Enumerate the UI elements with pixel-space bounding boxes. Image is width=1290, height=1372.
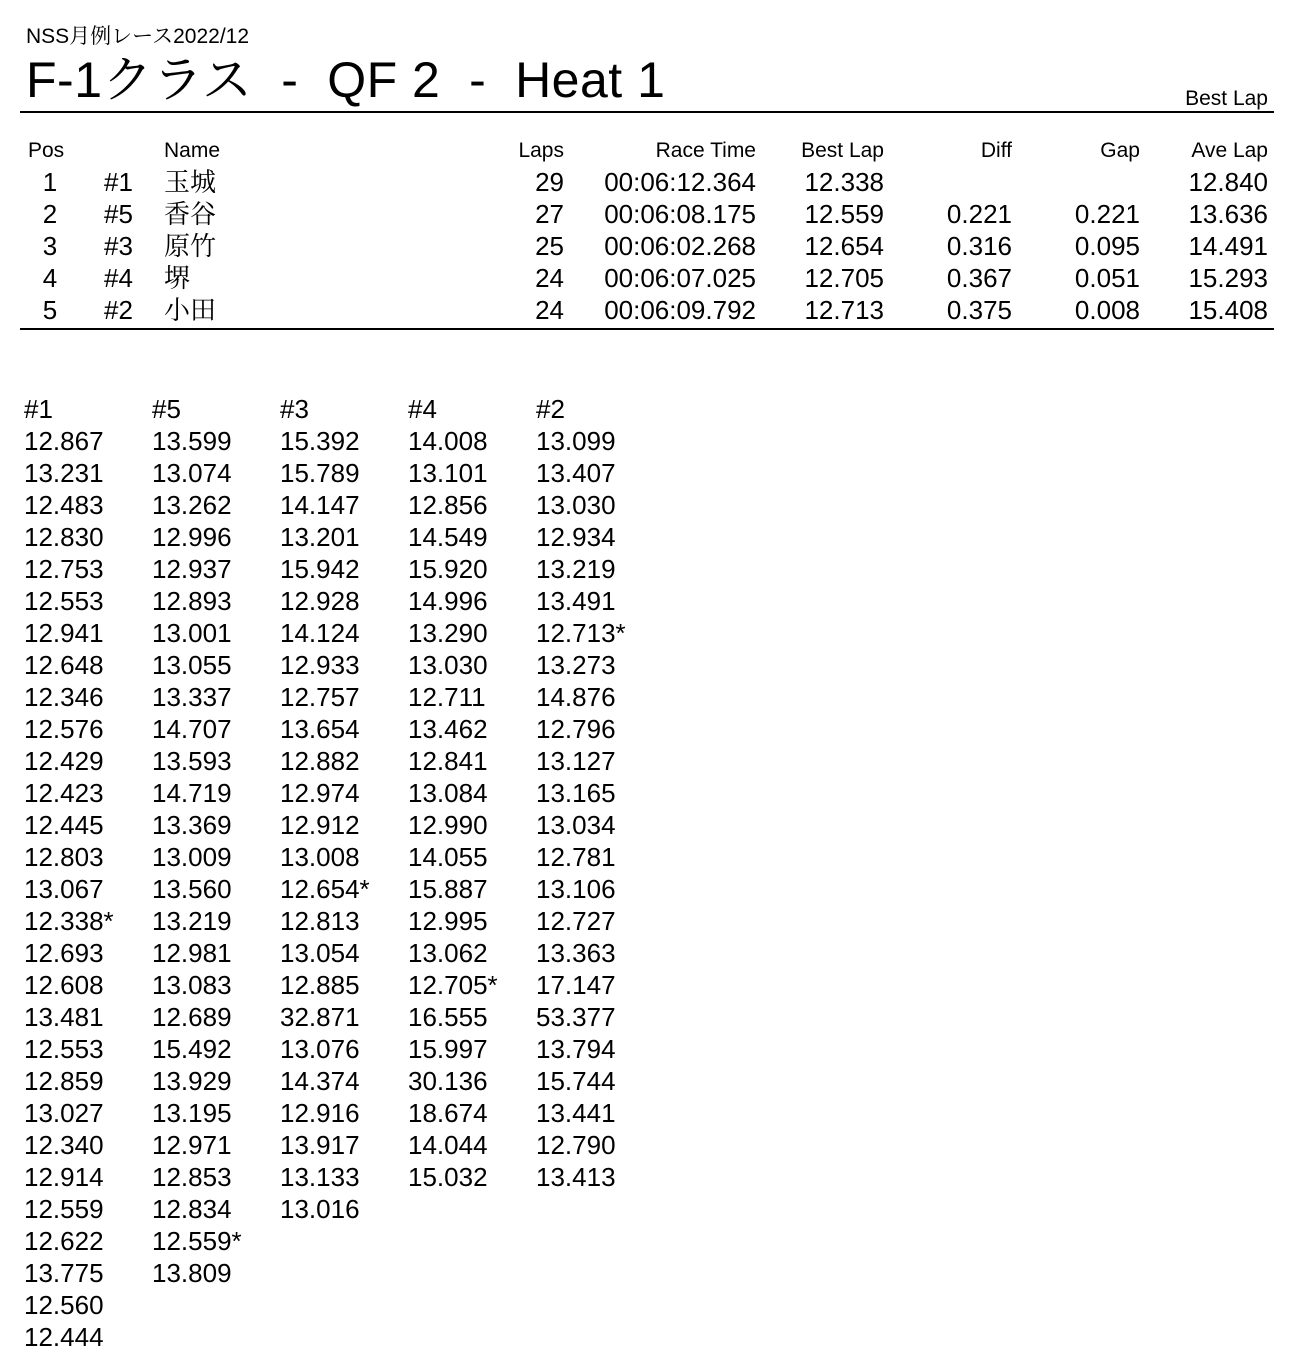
lap-time: 13.369: [152, 810, 232, 840]
lap-time: 13.219: [536, 554, 616, 584]
lap-time: 32.871: [280, 1002, 360, 1032]
table-row: [20, 198, 1274, 230]
lap-time: 12.648: [24, 650, 104, 680]
lap-time: 13.133: [280, 1162, 360, 1192]
lap-time: 18.674: [408, 1098, 488, 1128]
col-header-best-lap: Best Lap: [801, 139, 884, 162]
lap-time: 15.744: [536, 1066, 616, 1096]
result-driver-name: 玉城: [164, 167, 217, 197]
lap-time: 13.201: [280, 522, 360, 552]
lap-column-header: #5: [152, 394, 181, 424]
col-header-pos: Pos: [28, 139, 65, 162]
lap-time: 13.599: [152, 426, 232, 456]
lap-time: 14.719: [152, 778, 232, 808]
lap-time: 12.622: [24, 1226, 104, 1256]
lap-time: 12.559: [24, 1194, 104, 1224]
table-row: [20, 262, 1274, 294]
lap-time: 13.055: [152, 650, 232, 680]
lap-time: 13.106: [536, 874, 616, 904]
lap-time: 30.136: [408, 1066, 488, 1096]
result-car-number: #1: [104, 167, 133, 197]
result-car-number: #2: [104, 295, 133, 325]
lap-time: 13.917: [280, 1130, 360, 1160]
result-ave-lap: 15.408: [1188, 295, 1268, 325]
result-car-number: #3: [104, 231, 133, 261]
lap-time: 12.608: [24, 970, 104, 1000]
lap-time: 12.445: [24, 810, 104, 840]
lap-time: 12.689: [152, 1002, 232, 1032]
lap-column-header: #2: [536, 394, 565, 424]
lap-time: 53.377: [536, 1002, 616, 1032]
result-laps: 29: [535, 167, 564, 197]
result-laps: 24: [535, 263, 564, 293]
lap-time: 13.027: [24, 1098, 104, 1128]
lap-time: 12.713*: [536, 618, 626, 648]
lap-time: 13.084: [408, 778, 488, 808]
lap-time: 13.593: [152, 746, 232, 776]
results-table: [20, 136, 1274, 326]
lap-time: 13.099: [536, 426, 616, 456]
lap-time: 12.790: [536, 1130, 616, 1160]
lap-time: 12.928: [280, 586, 360, 616]
lap-time: 13.062: [408, 938, 488, 968]
lap-time: 12.576: [24, 714, 104, 744]
lap-time: 12.885: [280, 970, 360, 1000]
lap-time: 13.809: [152, 1258, 232, 1288]
col-header-diff: Diff: [980, 139, 1012, 162]
lap-time: 14.055: [408, 842, 488, 872]
result-laps: 25: [535, 231, 564, 261]
lap-time: 12.934: [536, 522, 616, 552]
lap-time: 14.374: [280, 1066, 360, 1096]
lap-time: 14.044: [408, 1130, 488, 1160]
lap-column-header: #4: [408, 394, 437, 424]
lap-column-header: #1: [24, 394, 53, 424]
lap-column: [152, 393, 280, 1353]
lap-time: 13.001: [152, 618, 232, 648]
col-header-race-time: Race Time: [655, 139, 756, 162]
lap-time: 12.859: [24, 1066, 104, 1096]
lap-time: 12.429: [24, 746, 104, 776]
results-body: [20, 166, 1274, 326]
lap-time: 13.067: [24, 874, 104, 904]
lap-time: 14.707: [152, 714, 232, 744]
lap-time: 13.034: [536, 810, 616, 840]
lap-time: 12.996: [152, 522, 232, 552]
lap-time: 12.916: [280, 1098, 360, 1128]
lap-time: 12.559*: [152, 1226, 242, 1256]
lap-time: 14.876: [536, 682, 616, 712]
result-pos: 4: [42, 263, 58, 293]
result-pos: 5: [42, 295, 58, 325]
result-pos: 1: [42, 167, 58, 197]
lap-time: 13.127: [536, 746, 616, 776]
result-ave-lap: 14.491: [1188, 231, 1268, 261]
result-car-number: #4: [104, 263, 133, 293]
lap-time: 12.346: [24, 682, 104, 712]
lap-time: 12.853: [152, 1162, 232, 1192]
lap-time: 16.555: [408, 1002, 488, 1032]
lap-time: 12.867: [24, 426, 104, 456]
lap-time: 13.030: [536, 490, 616, 520]
result-race-time: 00:06:08.175: [604, 199, 756, 229]
result-driver-name: 堺: [164, 263, 191, 293]
result-diff: 0.316: [946, 231, 1012, 261]
lap-time: 13.491: [536, 586, 616, 616]
lap-time: 12.553: [24, 586, 104, 616]
lap-time: 12.483: [24, 490, 104, 520]
lap-column: [536, 393, 664, 1353]
lap-time: 13.262: [152, 490, 232, 520]
lap-time: 13.481: [24, 1002, 104, 1032]
result-gap: 0.051: [1074, 263, 1140, 293]
lap-time: 15.887: [408, 874, 488, 904]
lap-time: 13.273: [536, 650, 616, 680]
lap-time: 12.893: [152, 586, 232, 616]
result-race-time: 00:06:02.268: [604, 231, 756, 261]
result-diff: 0.367: [946, 263, 1012, 293]
lap-time: 12.693: [24, 938, 104, 968]
lap-time: 15.789: [280, 458, 360, 488]
result-pos: 2: [42, 199, 58, 229]
lap-time: 12.711: [408, 682, 486, 712]
lap-time: 12.834: [152, 1194, 232, 1224]
lap-time: 13.413: [536, 1162, 616, 1192]
lap-time: 12.796: [536, 714, 616, 744]
lap-time: 15.032: [408, 1162, 488, 1192]
lap-time: 13.441: [536, 1098, 616, 1128]
result-race-time: 00:06:12.364: [604, 167, 756, 197]
lap-time: 12.990: [408, 810, 488, 840]
lap-time: 12.830: [24, 522, 104, 552]
lap-time: 12.937: [152, 554, 232, 584]
lap-time: 12.971: [152, 1130, 232, 1160]
result-best-lap: 12.713: [804, 295, 884, 325]
result-laps: 27: [535, 199, 564, 229]
lap-time: 13.219: [152, 906, 232, 936]
result-driver-name: 香谷: [164, 199, 217, 229]
lap-time: 15.942: [280, 554, 360, 584]
lap-time: 13.195: [152, 1098, 232, 1128]
lap-time: 12.941: [24, 618, 104, 648]
lap-time: 12.995: [408, 906, 488, 936]
lap-time: 14.996: [408, 586, 488, 616]
lap-time: 13.101: [408, 458, 488, 488]
result-pos: 3: [42, 231, 58, 261]
lap-time: 15.392: [280, 426, 360, 456]
lap-time: 15.920: [408, 554, 488, 584]
lap-time: 12.757: [280, 682, 360, 712]
event-name: NSS月例レース2022/12: [26, 25, 250, 48]
result-laps: 24: [535, 295, 564, 325]
result-ave-lap: 12.840: [1188, 167, 1268, 197]
lap-time: 14.147: [280, 490, 360, 520]
lap-time: 12.803: [24, 842, 104, 872]
result-best-lap: 12.654: [804, 231, 884, 261]
lap-column: [408, 393, 536, 1353]
lap-time: 13.016: [280, 1194, 360, 1224]
result-best-lap: 12.338: [804, 167, 884, 197]
result-driver-name: 小田: [164, 295, 217, 325]
lap-time: 12.974: [280, 778, 360, 808]
lap-time: 12.981: [152, 938, 232, 968]
lap-time: 15.997: [408, 1034, 488, 1064]
lap-time: 12.882: [280, 746, 360, 776]
col-header-name: Name: [164, 139, 221, 162]
table-row: [20, 166, 1274, 198]
lap-time: 13.654: [280, 714, 360, 744]
col-header-laps: Laps: [518, 139, 564, 162]
lap-time: 13.008: [280, 842, 360, 872]
lap-time: 12.841: [408, 746, 488, 776]
sort-label: Best Lap: [1185, 87, 1268, 110]
lap-time: 13.076: [280, 1034, 360, 1064]
bottom-divider: [20, 328, 1274, 330]
result-ave-lap: 15.293: [1188, 263, 1268, 293]
lap-time: 12.338*: [24, 906, 114, 936]
lap-time: 17.147: [536, 970, 616, 1000]
lap-time: 13.074: [152, 458, 232, 488]
result-race-time: 00:06:07.025: [604, 263, 756, 293]
lap-time: 12.654*: [280, 874, 370, 904]
lap-time: 13.231: [24, 458, 104, 488]
result-driver-name: 原竹: [164, 231, 217, 261]
results-header-row: [20, 136, 1274, 166]
lap-time: 12.705*: [408, 970, 498, 1000]
lap-column: [24, 393, 152, 1353]
lap-time: 14.549: [408, 522, 488, 552]
table-row: [20, 294, 1274, 326]
page-title: F-1クラス - QF 2 - Heat 1: [26, 52, 666, 108]
col-header-ave-lap: Ave Lap: [1191, 139, 1268, 162]
lap-column: [280, 393, 408, 1353]
lap-time: 13.054: [280, 938, 360, 968]
top-divider: [20, 111, 1274, 113]
lap-times-section: [24, 393, 664, 1353]
lap-time: 13.165: [536, 778, 616, 808]
lap-time: 12.340: [24, 1130, 104, 1160]
lap-time: 12.914: [24, 1162, 104, 1192]
result-diff: 0.375: [946, 295, 1012, 325]
lap-time: 13.462: [408, 714, 488, 744]
result-best-lap: 12.559: [804, 199, 884, 229]
lap-time: 12.444: [24, 1322, 104, 1352]
result-race-time: 00:06:09.792: [604, 295, 756, 325]
lap-time: 15.492: [152, 1034, 232, 1064]
lap-column-header: #3: [280, 394, 309, 424]
lap-time: 13.009: [152, 842, 232, 872]
lap-time: 12.560: [24, 1290, 104, 1320]
lap-time: 12.553: [24, 1034, 104, 1064]
lap-time: 12.753: [24, 554, 104, 584]
lap-time: 14.008: [408, 426, 488, 456]
lap-time: 13.083: [152, 970, 232, 1000]
lap-time: 12.727: [536, 906, 616, 936]
lap-time: 14.124: [280, 618, 360, 648]
lap-time: 12.912: [280, 810, 360, 840]
lap-time: 12.813: [280, 906, 360, 936]
lap-time: 13.030: [408, 650, 488, 680]
lap-time: 13.363: [536, 938, 616, 968]
lap-time: 13.560: [152, 874, 232, 904]
result-gap: 0.095: [1074, 231, 1140, 261]
table-row: [20, 230, 1274, 262]
lap-time: 13.775: [24, 1258, 104, 1288]
lap-time: 12.856: [408, 490, 488, 520]
lap-time: 12.423: [24, 778, 104, 808]
result-car-number: #5: [104, 199, 133, 229]
result-gap: 0.221: [1074, 199, 1140, 229]
lap-time: 13.407: [536, 458, 616, 488]
result-gap: 0.008: [1074, 295, 1140, 325]
lap-time: 13.929: [152, 1066, 232, 1096]
lap-time: 12.933: [280, 650, 360, 680]
lap-time: 13.794: [536, 1034, 616, 1064]
result-diff: 0.221: [946, 199, 1012, 229]
col-header-gap: Gap: [1100, 139, 1140, 162]
lap-time: 13.290: [408, 618, 488, 648]
lap-time: 12.781: [536, 842, 616, 872]
lap-time: 13.337: [152, 682, 232, 712]
result-best-lap: 12.705: [804, 263, 884, 293]
result-ave-lap: 13.636: [1188, 199, 1268, 229]
